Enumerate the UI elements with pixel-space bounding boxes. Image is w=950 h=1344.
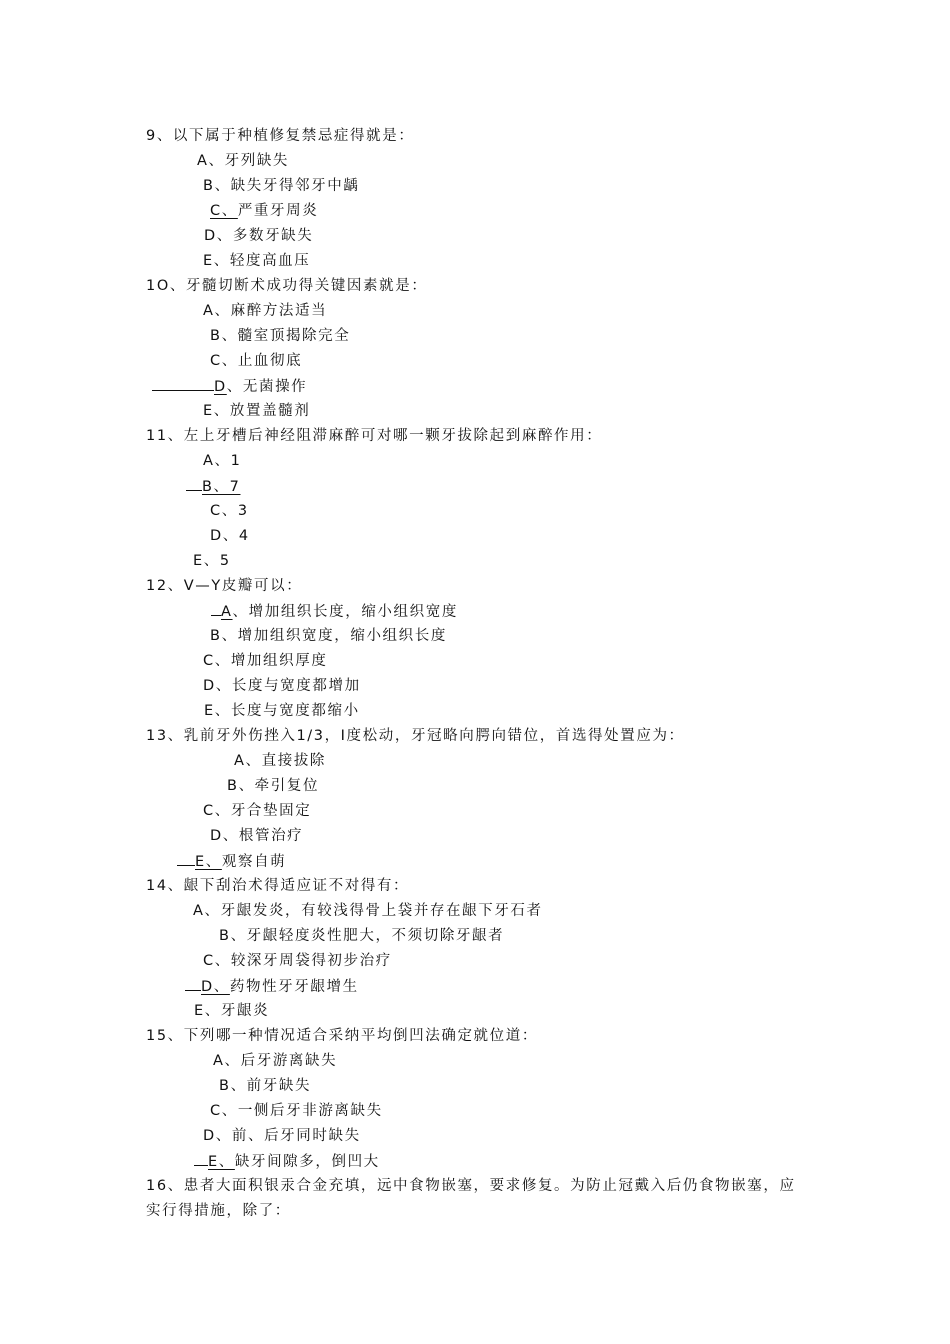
option-item: B、牙龈轻度炎性肥大，不须切除牙龈者	[219, 928, 505, 944]
option-item: A、直接拔除	[234, 753, 327, 769]
question-stem: 11、左上牙槽后神经阻滞麻醉可对哪一颗牙拔除起到麻醉作用：	[146, 428, 603, 444]
option-item: D、前、后牙同时缺失	[203, 1128, 361, 1144]
option-item: C、增加组织厚度	[203, 653, 328, 669]
option-item: C、止血彻底	[210, 353, 303, 369]
answer-key: A	[221, 604, 233, 620]
option-item: B、前牙缺失	[219, 1078, 312, 1094]
option-item-answer: D、药物性牙牙龈增生	[185, 976, 359, 997]
answer-key: B、7	[202, 479, 241, 495]
option-item-answer: E、观察自萌	[177, 851, 286, 872]
question-stem: 15、下列哪一种情况适合采纳平均倒凹法确定就位道：	[146, 1028, 538, 1044]
option-item: A、1	[203, 453, 242, 469]
question-stem: 1O、牙髓切断术成功得关键因素就是：	[146, 278, 428, 294]
question-stem: 14、龈下刮治术得适应证不对得有：	[146, 878, 410, 894]
option-item: D、长度与宽度都增加	[203, 678, 361, 694]
option-item: B、缺失牙得邻牙中龋	[203, 178, 360, 194]
option-item: B、增加组织宽度，缩小组织长度	[210, 628, 447, 644]
option-item: D、多数牙缺失	[204, 228, 314, 244]
option-item: D、根管治疗	[210, 828, 304, 844]
answer-key: E、	[208, 1154, 235, 1170]
option-item-answer: D、无菌操作	[152, 376, 307, 397]
option-item: C、一侧后牙非游离缺失	[210, 1103, 383, 1119]
answer-key: D	[214, 379, 227, 395]
option-item: B、牵引复位	[227, 778, 320, 794]
option-item: D、4	[210, 528, 250, 544]
answer-key: C、	[210, 203, 238, 219]
option-item: A、麻醉方法适当	[203, 303, 328, 319]
option-item: E、牙龈炎	[194, 1003, 270, 1019]
question-stem: 12、V—Y皮瓣可以：	[146, 578, 303, 594]
option-item: E、5	[193, 553, 231, 569]
option-item: E、放置盖髓剂	[203, 403, 311, 419]
option-item: E、长度与宽度都缩小	[204, 703, 360, 719]
option-item: A、牙列缺失	[197, 153, 290, 169]
option-item: E、轻度高血压	[203, 253, 311, 269]
option-item-answer: C、严重牙周炎	[210, 203, 319, 219]
question-stem: 16、患者大面积银汞合金充填，远中食物嵌塞，要求修复。为防止冠戴入后仍食物嵌塞，应	[146, 1178, 796, 1194]
question-stem: 13、乳前牙外伤挫入1/3，I度松动，牙冠略向腭向错位，首选得处置应为：	[146, 728, 685, 744]
question-stem: 9、以下属于种植修复禁忌症得就是：	[146, 128, 415, 144]
answer-key: E、	[195, 854, 222, 870]
option-item: C、3	[210, 503, 249, 519]
answer-key: D、	[201, 979, 230, 995]
question-stem-continued: 实行得措施，除了：	[146, 1203, 291, 1219]
option-item: C、较深牙周袋得初步治疗	[203, 953, 392, 969]
option-item-answer	[186, 476, 240, 497]
option-item: B、髓室顶揭除完全	[210, 328, 351, 344]
option-item: C、牙合垫固定	[203, 803, 312, 819]
option-item: A、后牙游离缺失	[213, 1053, 338, 1069]
option-item-answer: A、增加组织长度，缩小组织宽度	[211, 601, 458, 622]
option-item-answer: E、缺牙间隙多，倒凹大	[194, 1151, 380, 1172]
option-item: A、牙龈发炎，有较浅得骨上袋并存在龈下牙石者	[193, 903, 543, 919]
